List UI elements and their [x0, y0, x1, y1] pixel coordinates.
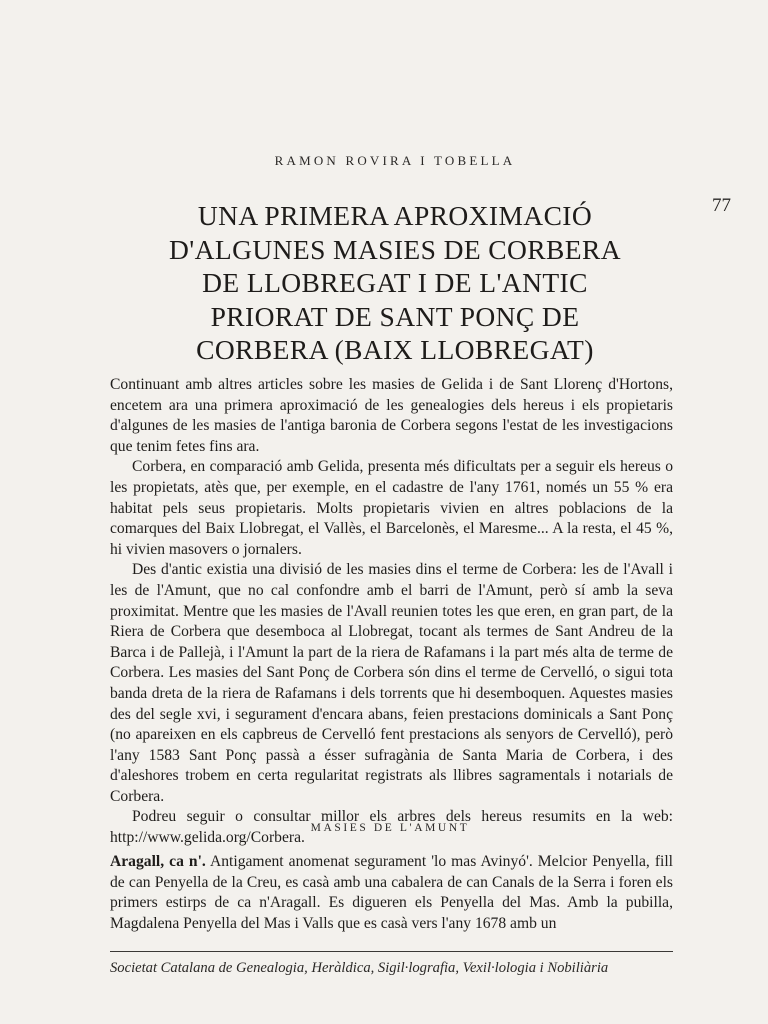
author-name: RAMON ROVIRA I TOBELLA — [274, 153, 516, 168]
journal-footer: Societat Catalana de Genealogia, Heràldica, Sigil·lografia, Vexil·lologia i Nobiliària — [110, 960, 609, 976]
body-paragraph: Corbera, en comparació amb Gelida, presenta més dificultats per a seguir els hereus o les propietats, atès que, per exemple, en el cadastre de l'any 1761, només un 55 % era habitat pels seus propietaris. Molts propietaris vivien en altres poblacions de la comarques del Baix Llobregat, el Vallès, el Barcelonès, el Maresme... A la resta, el 45 %, hi vivien masovers o jornalers. — [110, 458, 673, 558]
footer-rule — [110, 951, 673, 952]
body-paragraph: Des d'antic existia una divisió de les masies dins el terme de Corbera: les de l'Avall i les de l'Amunt, que no cal confondre amb el barri de l'Amunt, però sí amb la seva proximitat. Mentre que les masies de l'Avall reunien totes les que eren, en gran part, de la Riera de Corbera que desemboca al Llobregat, tocant als termes de Sant Andreu de la Barca i de Pallejà, i l'Amunt la part de la riera de Rafamans i la part més alta de terme de Corbera. Les masies del Sant Ponç de Corbera són dins el terme de Cervelló, o sigui tota banda dreta de la riera de Rafamans i dels torrents que hi desemboquen. Aquestes masies des del segle xvi, i segurament d'encara abans, feien prestacions dominicals a Sant Ponç (no apareixen en els capbreus de Cervelló fent prestacions als senyors de Cervelló), però l'any 1583 Sant Ponç passà a ésser sufragània de Santa Maria de Corbera, i des d'aleshores trobem en certa regularitat registrats als llibres sagramentals i notarials de Corbera. — [110, 561, 673, 805]
title-line: PRIORAT DE SANT PONÇ DE — [210, 300, 580, 332]
article-title — [140, 199, 650, 367]
article-body — [110, 375, 673, 849]
body-paragraph: Continuant amb altres articles sobre les masies de Gelida i de Sant Llorenç d'Hortons, encetem ara una primera aproximació de les genealogies dels hereus i els propietaris d'algunes de les masies de l'antiga baronia de Corbera segons l'estat de les investigacions que tenim fetes fins ara. — [110, 376, 673, 455]
title-line: D'ALGUNES MASIES DE CORBERA — [169, 233, 621, 265]
entry-text: Antigament anomenat segurament 'lo mas Avinyó'. Melcior Penyella, fill de can Penyella de la Creu, es casà amb una cabalera de can Canals de la Serra i foren els primers estirps de ca n'Aragall. Es digueren els Penyella del Mas. Amb la pubilla, Magdalena Penyella del Mas i Valls que es casà vers l'any 1678 amb un — [110, 853, 674, 932]
title-line: CORBERA (BAIX LLOBREGAT) — [196, 334, 594, 365]
page-number: 77 — [712, 195, 731, 216]
body-paragraph: Podreu seguir o consultar millor els arbres dels hereus resumits en la web: http://www.gelida.org/Corbera. — [110, 808, 673, 847]
entry-lead-in: Aragall, ca n'. — [110, 853, 206, 870]
section-heading: MASIES DE L'AMUNT — [310, 822, 470, 834]
section-paragraph — [110, 852, 673, 934]
title-line: DE LLOBREGAT I DE L'ANTIC — [202, 267, 588, 298]
title-line: UNA PRIMERA APROXIMACIÓ — [197, 200, 593, 231]
